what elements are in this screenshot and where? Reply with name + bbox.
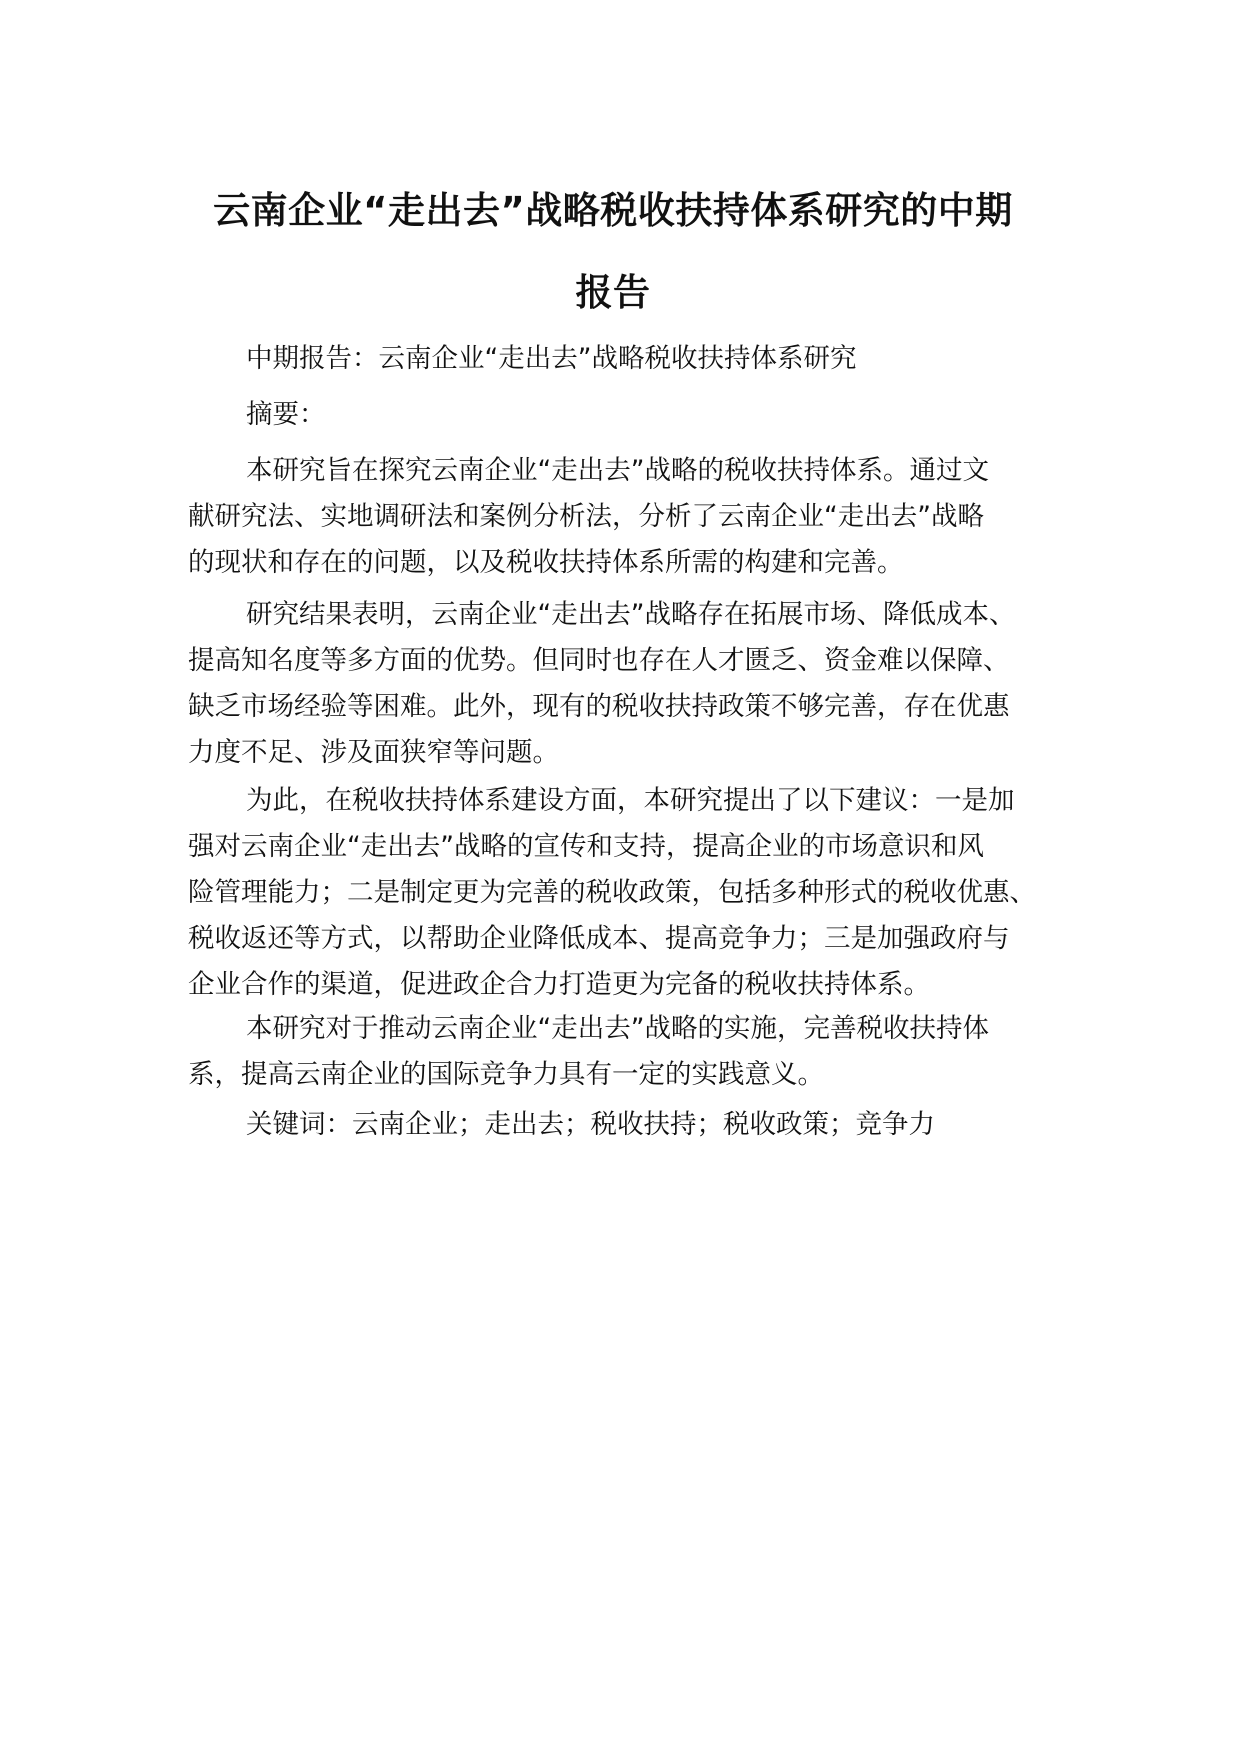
body-paragraph-2 — [188, 592, 1068, 776]
paragraph-line: 税收返还等方式，以帮助企业降低成本、提高竞争力；三是加强政府与 — [188, 923, 1010, 954]
document-title-line-1: 云南企业“走出去”战略税收扶持体系研究的中期 — [213, 189, 1013, 232]
paragraph-line: 本研究旨在探究云南企业“走出去”战略的税收扶持体系。通过文 — [246, 455, 989, 486]
document-title-line-2: 报告 — [575, 271, 651, 314]
subtitle-text: 中期报告：云南企业“走出去”战略税收扶持体系研究 — [246, 343, 857, 374]
paragraph-line: 的现状和存在的问题，以及税收扶持体系所需的构建和完善。 — [188, 547, 904, 578]
body-paragraph-1 — [188, 448, 1068, 586]
abstract-label-paragraph — [188, 392, 1068, 438]
body-paragraph-4 — [188, 1006, 1068, 1098]
paragraph-line: 强对云南企业“走出去”战略的宣传和支持，提高企业的市场意识和风 — [188, 831, 984, 862]
subtitle-paragraph — [188, 336, 1068, 382]
paragraph-line: 企业合作的渠道，促进政企合力打造更为完备的税收扶持体系。 — [188, 969, 930, 1000]
paragraph-line: 为此，在税收扶持体系建设方面，本研究提出了以下建议：一是加 — [246, 785, 1015, 816]
paragraph-line: 系，提高云南企业的国际竞争力具有一定的实践意义。 — [188, 1059, 824, 1090]
paragraph-line: 险管理能力；二是制定更为完善的税收政策，包括多种形式的税收优惠、 — [188, 877, 1036, 908]
body-paragraph-3 — [188, 778, 1068, 1008]
paragraph-line: 缺乏市场经验等困难。此外，现有的税收扶持政策不够完善，存在优惠 — [188, 691, 1010, 722]
paragraph-line: 献研究法、实地调研法和案例分析法，分析了云南企业“走出去”战略 — [188, 501, 984, 532]
keywords-paragraph — [188, 1102, 1068, 1148]
keywords-text: 关键词：云南企业；走出去；税收扶持；税收政策；竞争力 — [246, 1109, 935, 1140]
paragraph-line: 本研究对于推动云南企业“走出去”战略的实施，完善税收扶持体 — [246, 1013, 989, 1044]
paragraph-line: 提高知名度等多方面的优势。但同时也存在人才匮乏、资金难以保障、 — [188, 645, 1010, 676]
paragraph-line: 力度不足、涉及面狭窄等问题。 — [188, 737, 559, 768]
abstract-label: 摘要： — [246, 399, 326, 430]
paragraph-line: 研究结果表明，云南企业“走出去”战略存在拓展市场、降低成本、 — [246, 599, 1016, 630]
